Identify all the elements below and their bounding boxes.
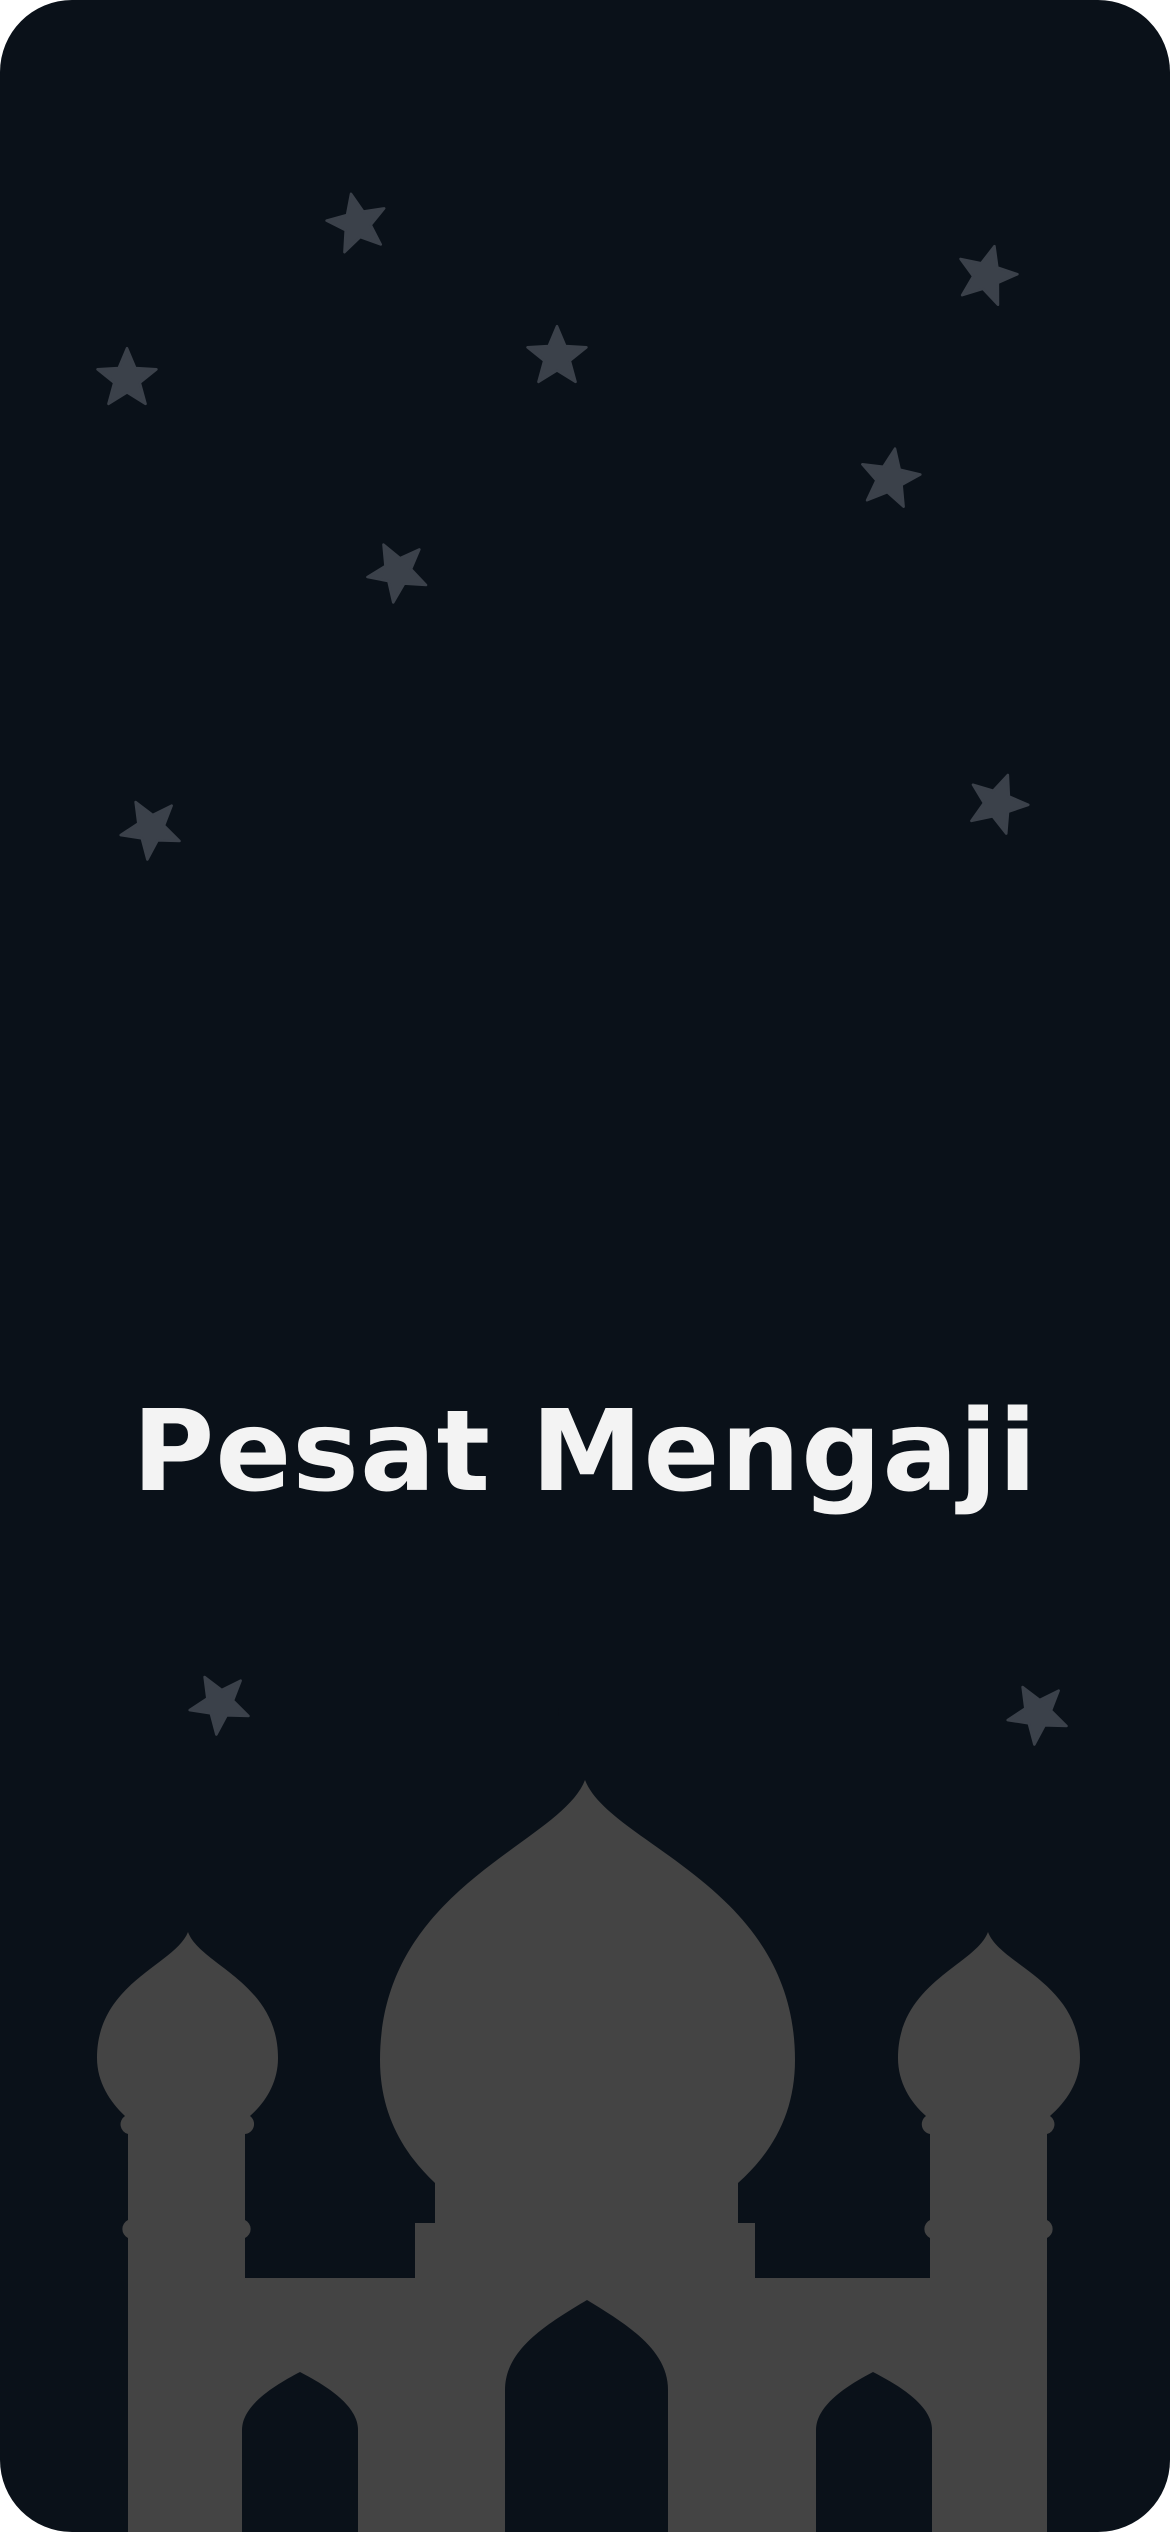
star-icon	[319, 184, 395, 260]
mosque-illustration	[0, 1660, 1170, 2532]
crescent-moon-icon	[558, 1668, 676, 1774]
app-title: Pesat Mengaji	[132, 1387, 1038, 1517]
star-icon	[957, 761, 1039, 843]
star-icon	[853, 440, 927, 514]
star-icon	[948, 235, 1026, 313]
star-icon	[525, 323, 589, 387]
star-icon	[354, 527, 441, 614]
mosque-icon	[0, 1660, 1170, 2532]
star-icon	[106, 783, 193, 870]
star-icon	[95, 345, 159, 409]
